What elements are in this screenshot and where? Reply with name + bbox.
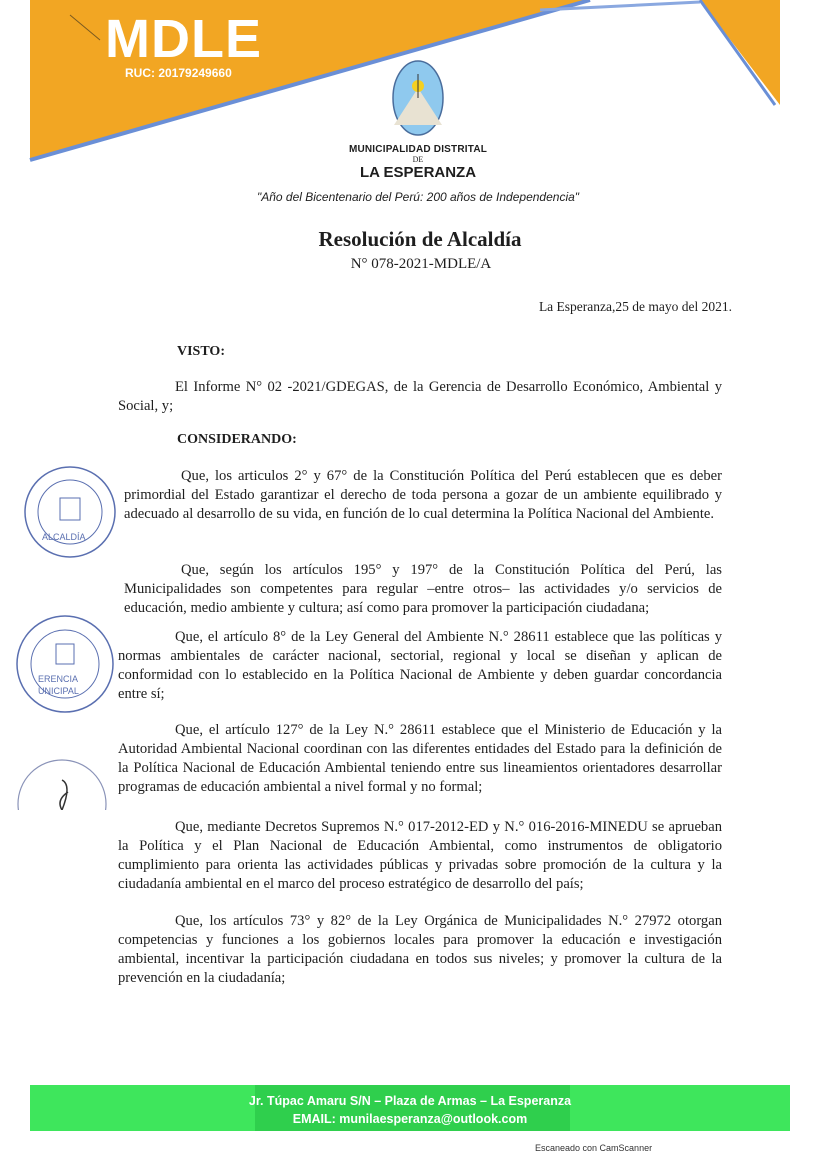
considerando-paragraph: Que, mediante Decretos Supremos N.° 017-2012-ED y N.° 016-2016-MINEDU se aprueban la Política y el Plan Nacional de Educación Ambiental, como instrumentos de obligatorio cumplimiento para orienta las actividades públicas y privadas sobre promoción de la cultura y la ciudadanía ambiental en el marco del proceso estratégico de desarrollo del país;	[118, 819, 722, 892]
year-motto: "Año del Bicentenario del Perú: 200 años de Independencia"	[256, 190, 580, 204]
considerando-paragraph: Que, los articulos 2° y 67° de la Constitución Política del Perú establecen que es deber primordial del Estado garantizar el derecho de toda persona a gozar de un ambiente equilibrado y adecuado al desarrollo de su vida, en función de lo cual determina la Política Nacional del Ambiente.	[124, 468, 722, 522]
signature-stamp-icon	[18, 760, 106, 810]
municipality-line1: MUNICIPALIDAD DISTRITAL	[348, 144, 488, 155]
considerando-paragraph: Que, los artículos 73° y 82° de la Ley Orgánica de Municipalidades N.° 27972 otorgan competencias y funciones a los gobiernos locales para promover la educación e investigación ambiental, incentivar la participación ciudadana en todos sus niveles; y promover la cultura de la prevención en la ciudadanía;	[118, 913, 722, 986]
visto-heading: VISTO:	[177, 344, 225, 359]
alcaldia-stamp-icon	[25, 467, 115, 557]
resolution-number: N° 078-2021-MDLE/A	[350, 256, 492, 272]
scanner-watermark: Escaneado con CamScanner	[535, 1143, 653, 1153]
document-date: La Esperanza,25 de mayo del 2021.	[538, 299, 732, 314]
svg-text:UNICIPAL: UNICIPAL	[38, 686, 79, 696]
official-stamps	[0, 420, 170, 810]
considerando-paragraph: Que, según los artículos 195° y 197° de la Constitución Política del Perú, las Municipalidades son competentes para regular –entre otros– las actividades y/o servicios de educación, medio ambiente y cultura; así como para promover la participación ciudadana;	[124, 562, 722, 616]
svg-text:ERENCIA: ERENCIA	[38, 674, 79, 684]
considerando-heading: CONSIDERANDO:	[177, 432, 297, 447]
municipality-name: LA ESPERANZA	[359, 164, 477, 181]
footer-email: EMAIL: munilaesperanza@outlook.com	[292, 1112, 528, 1126]
visto-paragraph: El Informe N° 02 -2021/GDEGAS, de la Gerencia de Desarrollo Económico, Ambiental y Social, y;	[118, 379, 722, 414]
considerando-paragraph: Que, el artículo 127° de la Ley N.° 28611 establece que el Ministerio de Educación y la Autoridad Ambiental Nacional coordinan con las diferentes entidades del Estado para la definición de la Política Nacional de Educación Ambiental teniendo entre sus lineamientos orientadores desarrollar programas de educación ambiental a nivel formal y no formal;	[118, 722, 722, 795]
svg-text:ALCALDÍA: ALCALDÍA	[42, 532, 86, 542]
document-title: Resolución de Alcaldía	[318, 227, 522, 251]
considerando-paragraph: Que, el artículo 8° de la Ley General del Ambiente N.° 28611 establece que las políticas y normas ambientales de carácter nacional, sectorial, regional y local se diseñan y aplican de conformidad con lo establecido en la Política Nacional de Ambiente y deben guardar concordancia entre sí;	[118, 629, 722, 702]
gerencia-stamp-icon	[17, 616, 113, 712]
footer-address: Jr. Túpac Amaru S/N – Plaza de Armas – La Esperanza	[248, 1094, 572, 1108]
municipal-emblem-icon	[393, 61, 443, 135]
mdle-logo-text: MDLE	[105, 9, 262, 69]
ruc-number: RUC: 20179249660	[125, 66, 232, 80]
municipality-line2: DE	[412, 155, 424, 164]
